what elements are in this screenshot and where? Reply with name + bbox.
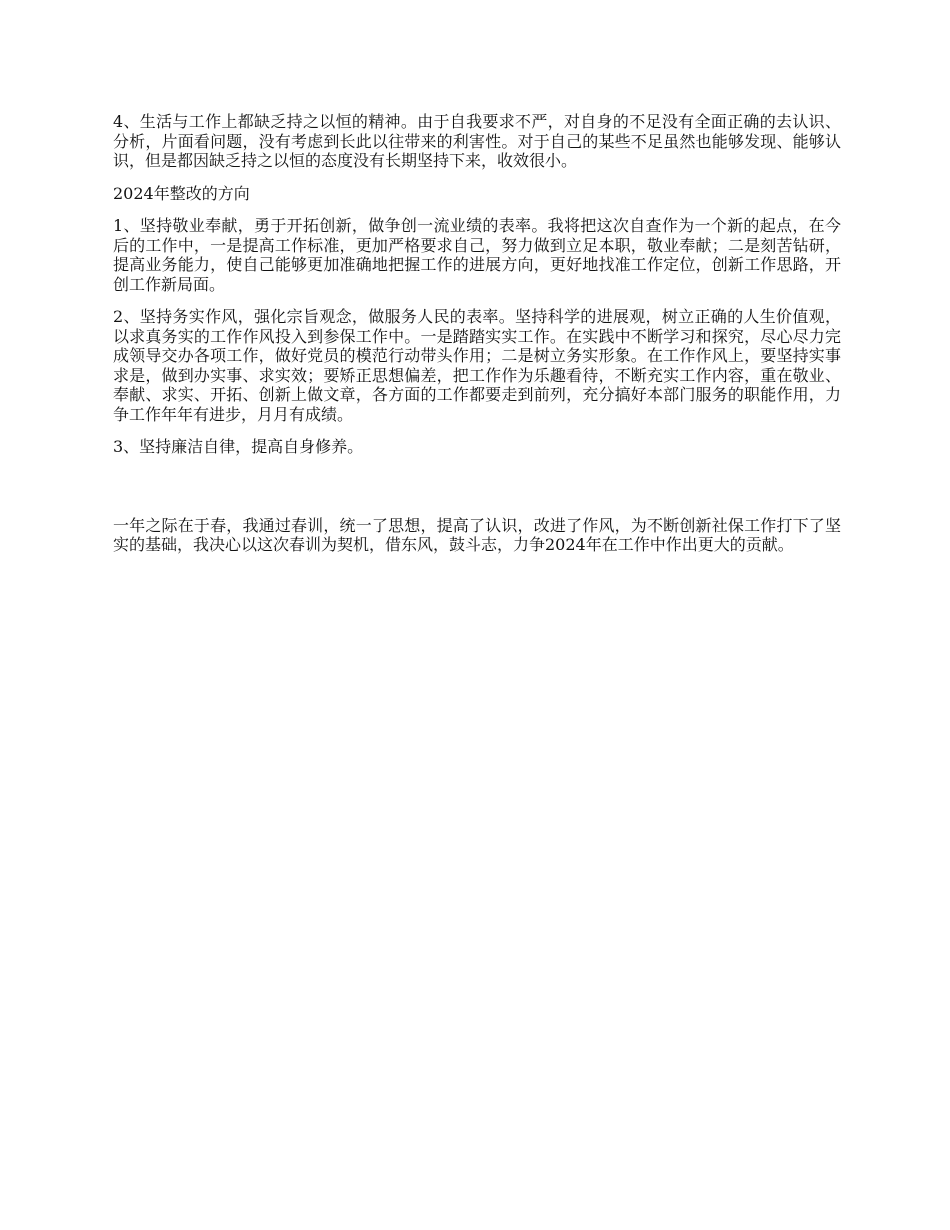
section-heading: 2024年整改的方向 [113,183,250,203]
section-item-3: 3、坚持廉洁自律，提高自身修养。 [113,437,364,456]
paragraph-item-4: 4、生活与工作上都缺乏持之以恒的精神。由于自我要求不严，对自身的不足没有全面正确的去认识、分析，片面看问题，没有考虑到长此以往带来的利害性。对于自己的某些不足虽然也能够发现、能够认识，但是都因缺乏持之以恒的态度没有长期坚持下来，收效很小。 [113,112,841,170]
document-body [113,112,841,568]
section-item-1: 1、坚持敬业奉献，勇于开拓创新，做争创一流业绩的表率。我将把这次自查作为一个新的起点，在今后的工作中，一是提高工作标准，更加严格要求自己，努力做到立足本职，敬业奉献；二是刻苦钻研，提高业务能力，使自己能够更加准确地把握工作的进展方向，更好地找准工作定位，创新工作思路，开创工作新局面。 [113,216,841,294]
closing-paragraph: 一年之际在于春，我通过春训，统一了思想，提高了认识，改进了作风，为不断创新社保工作打下了坚实的基础，我决心以这次春训为契机，借东风，鼓斗志，力争2024年在工作中作出更大的贡献。 [113,515,841,554]
section-item-2: 2、坚持务实作风，强化宗旨观念，做服务人民的表率。坚持科学的进展观，树立正确的人生价值观，以求真务实的工作作风投入到参保工作中。一是踏踏实实工作。在实践中不断学习和探究，尽心尽力完成领导交办各项工作，做好党员的模范行动带头作用；二是树立务实形象。在工作作风上，要坚持实事求是，做到办实事、求实效；要矫正思想偏差，把工作作为乐趣看待，不断充实工作内容，重在敬业、奉献、求实、开拓、创新上做文章，各方面的工作都要走到前列，充分搞好本部门服务的职能作用，力争工作年年有进步，月月有成绩。 [113,307,841,424]
paragraph-spacer [113,470,841,516]
